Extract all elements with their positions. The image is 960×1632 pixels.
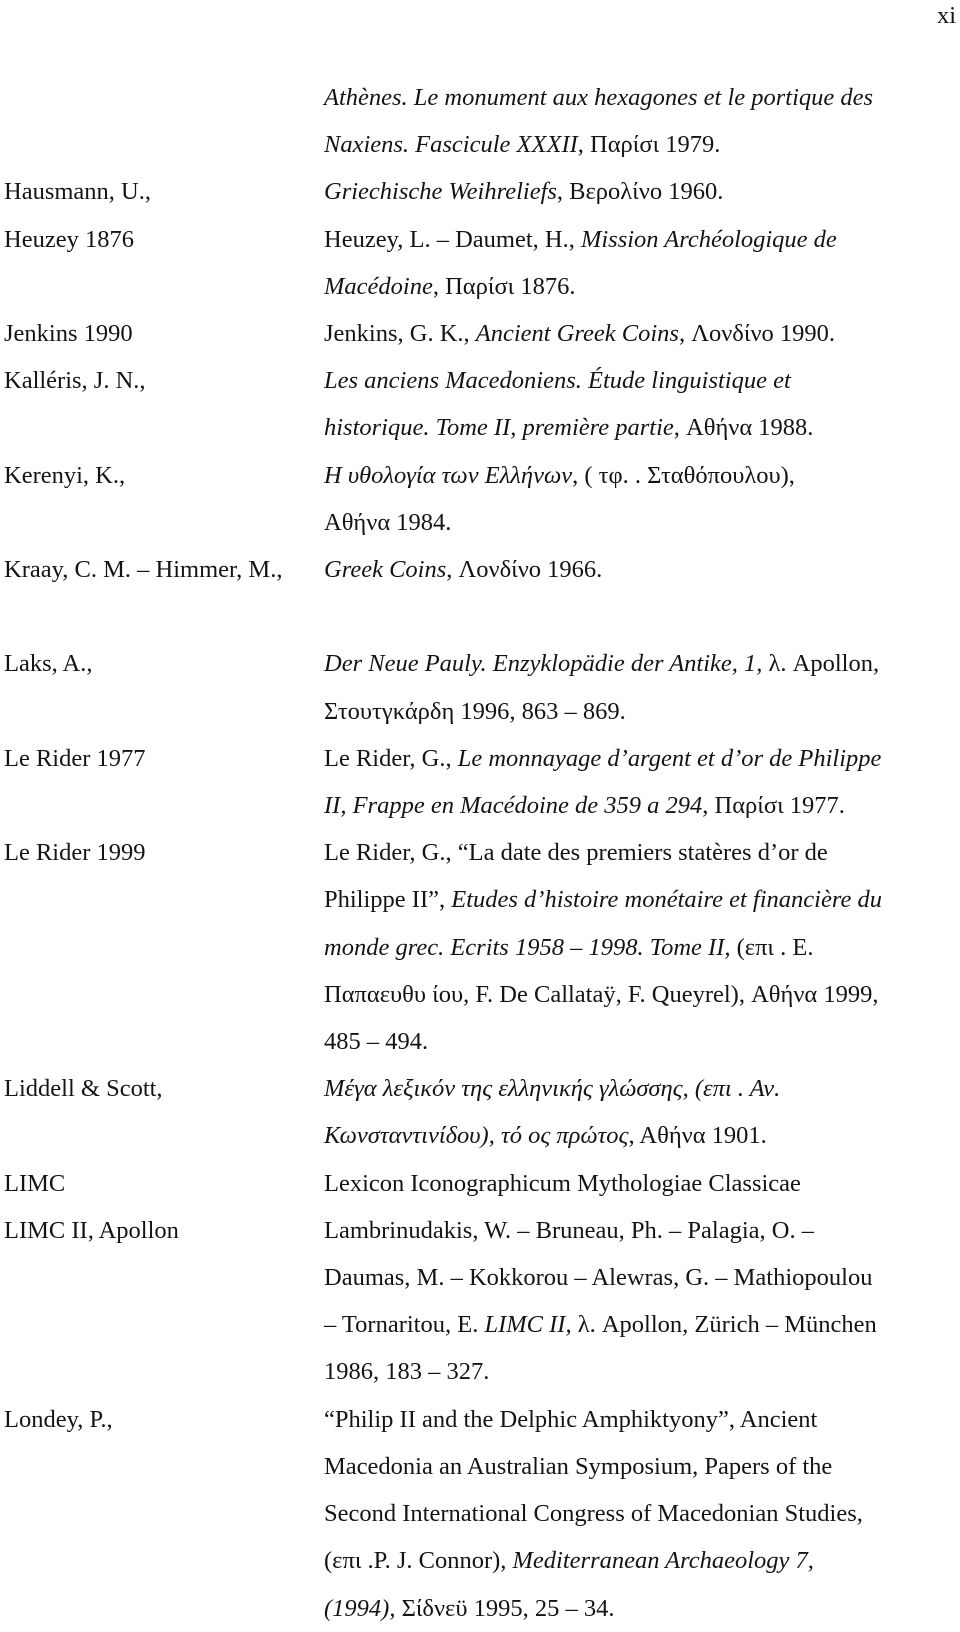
roman-text: , Αθήνα 1901. (628, 1122, 767, 1150)
reference-line (324, 1490, 956, 1537)
entry-key: Kerenyi, K., (4, 461, 126, 489)
italic-text: Athènes. Le monument aux hexagones et le portique des (324, 84, 874, 111)
roman-text: , Λονδίνο 1990. (678, 320, 836, 348)
reference-line (324, 168, 956, 215)
roman-text: 1986, 183 – 327. (324, 1358, 490, 1386)
entry-key (4, 74, 324, 168)
entry-reference (324, 452, 956, 546)
roman-text: (επι .P. J. Connor), (324, 1547, 513, 1575)
roman-text: , Παρίσι 1979. (577, 131, 721, 159)
roman-text: Daumas, M. – Kokkorou – Alewras, G. – Mathiopoulou (324, 1264, 873, 1292)
reference-line (324, 1348, 956, 1395)
reference-line (324, 1396, 956, 1443)
bibliography-entry (4, 74, 956, 168)
italic-text: Der Neue Pauly. Enzyklopädie der Antike, 1, (324, 650, 769, 678)
italic-text: Μέγα λεξικόν της ελληνικής γλώσσης, (επι . Αν. (324, 1075, 781, 1103)
entry-key: Le Rider 1999 (4, 839, 146, 867)
page-number: xi (936, 2, 956, 29)
bibliography-list (4, 74, 956, 1632)
italic-text: Le monnayage d’argent et d’or de Philippe (457, 744, 882, 772)
roman-text: Στουτγκάρδη 1996, 863 – 869. (324, 697, 626, 725)
entry-key: Hausmann, U., (4, 178, 151, 206)
bibliography-entry (4, 168, 956, 215)
reference-line (324, 452, 956, 499)
roman-text: , Λονδίνο 1966. (446, 556, 603, 584)
reference-line (324, 1160, 956, 1207)
entry-key: Heuzey 1876 (4, 225, 134, 253)
reference-line (324, 735, 956, 782)
roman-text: “Philip II and the Delphic Amphiktyony”, Ancient (324, 1405, 818, 1433)
entry-reference (324, 216, 956, 310)
entry-reference (324, 1065, 956, 1159)
entry-reference (324, 735, 956, 829)
entry-reference (324, 310, 956, 357)
reference-line (324, 1018, 956, 1065)
bibliography-entry (4, 357, 956, 451)
bibliography-entry (4, 546, 956, 640)
reference-line (324, 1537, 956, 1584)
italic-text: Η υθολογία των Ελλήνων (324, 461, 573, 489)
roman-text: Σίδνεϋ 1995, 25 – 34. (401, 1594, 615, 1622)
roman-text: Philippe II”, (324, 886, 452, 914)
roman-text: 485 – 494. (324, 1028, 429, 1056)
italic-text: Etudes d’histoire monétaire et financière du (451, 886, 882, 914)
bibliography-entry (4, 640, 956, 734)
reference-line (324, 924, 956, 971)
reference-line (324, 593, 956, 640)
reference-line (324, 1585, 956, 1632)
entry-reference (324, 357, 956, 451)
entry-reference (324, 1160, 956, 1207)
entry-reference (324, 640, 956, 734)
roman-text: , Παρίσι 1876. (432, 272, 576, 300)
entry-key: Kalléris, J. N., (4, 367, 146, 395)
italic-text: Mediterranean Archaeology 7, (512, 1547, 814, 1575)
roman-text: – Tornaritou, E. (324, 1311, 485, 1339)
bibliography-entry (4, 735, 956, 829)
roman-text: Second International Congress of Macedonian Studies, (324, 1500, 863, 1528)
reference-line (324, 971, 956, 1018)
italic-text: Κωνσταντινίδου), τό ος πρώτος (324, 1122, 629, 1150)
roman-text: Παπαευθυ ίου, F. De Callataÿ, F. Queyrel), Αθήνα 1999, (324, 980, 879, 1008)
entry-key: Le Rider 1977 (4, 744, 146, 772)
roman-text: (επι . Ε. (730, 933, 814, 961)
entry-reference (324, 829, 956, 1065)
roman-text: Lambrinudakis, W. – Bruneau, Ph. – Palagia, O. – (324, 1216, 814, 1244)
bibliography-entry (4, 829, 956, 1065)
roman-text: Heuzey, L. – Daumet, H., (324, 225, 581, 253)
entry-key: Laks, A., (4, 650, 93, 678)
roman-text: Le Rider, G., “La date des premiers statères d’or de (324, 839, 828, 867)
reference-line (324, 357, 956, 404)
reference-line (324, 782, 956, 829)
entry-key: LIMC (4, 1169, 66, 1197)
bibliography-entry (4, 310, 956, 357)
reference-line (324, 404, 956, 451)
italic-text: (1994), (324, 1594, 402, 1622)
reference-line (324, 640, 956, 687)
italic-text: Naxiens. Fascicule XXXII (324, 131, 578, 159)
roman-text: , ( τφ. . Σταθόπουλου), (572, 461, 795, 489)
reference-line (324, 499, 956, 546)
bibliography-entry (4, 1396, 956, 1632)
reference-line (324, 1065, 956, 1112)
entry-reference (324, 74, 956, 168)
reference-line (324, 829, 956, 876)
roman-text: , Παρίσι 1977. (702, 792, 845, 820)
entry-key: Londey, P., (4, 1405, 113, 1433)
reference-line (324, 121, 956, 168)
entry-reference (324, 1396, 956, 1632)
bibliography-entry (4, 1160, 956, 1207)
reference-line (324, 1207, 956, 1254)
roman-text: Macedonia an Australian Symposium, Papers of the (324, 1452, 833, 1480)
bibliography-entry (4, 1207, 956, 1396)
roman-text: Lexicon Iconographicum Mythologiae Classicae (324, 1169, 801, 1197)
italic-text: monde grec. Ecrits 1958 – 1998. Tome II, (324, 933, 731, 961)
reference-line (324, 1443, 956, 1490)
bibliography-entry (4, 216, 956, 310)
italic-text: Ancient Greek Coins (475, 320, 679, 348)
bibliography-entry (4, 452, 956, 546)
roman-text: Αθήνα 1984. (324, 508, 452, 536)
reference-line (324, 263, 956, 310)
reference-line (324, 1254, 956, 1301)
roman-text: , Αθήνα 1988. (673, 414, 814, 442)
reference-line (324, 74, 956, 121)
reference-line (324, 216, 956, 263)
italic-text: LIMC II, (484, 1311, 578, 1339)
italic-text: Macédoine (324, 272, 433, 300)
italic-text: Mission Archéologique de (580, 225, 837, 253)
entry-key: Liddell & Scott, (4, 1075, 163, 1103)
italic-text: Les anciens Macedoniens. Étude linguistique et (324, 367, 791, 395)
roman-text: Jenkins, G. K., (324, 320, 476, 348)
roman-text: λ. Apollon, (768, 650, 880, 678)
reference-line (324, 688, 956, 735)
reference-line (324, 310, 956, 357)
roman-text: , Βερολίνο 1960. (556, 178, 724, 206)
reference-line (324, 546, 956, 593)
entry-key: Kraay, C. M. – Himmer, M., (4, 556, 283, 584)
italic-text: historique. Tome II, première partie (324, 414, 674, 442)
reference-line (324, 1301, 956, 1348)
entry-reference (324, 546, 956, 640)
roman-text: Le Rider, G., (324, 744, 458, 772)
italic-text: II, Frappe en Macédoine de 359 a 294 (324, 792, 703, 820)
entry-reference (324, 1207, 956, 1396)
entry-key: LIMC II, Apollon (4, 1216, 179, 1244)
reference-line (324, 876, 956, 923)
italic-text: Greek Coins (324, 556, 447, 584)
bibliography-entry (4, 1065, 956, 1159)
reference-line (324, 1112, 956, 1159)
italic-text: Griechische Weihreliefs (324, 178, 557, 206)
entry-reference (324, 168, 956, 215)
entry-key: Jenkins 1990 (4, 320, 133, 348)
roman-text: λ. Apollon, Zürich – München (577, 1311, 877, 1339)
